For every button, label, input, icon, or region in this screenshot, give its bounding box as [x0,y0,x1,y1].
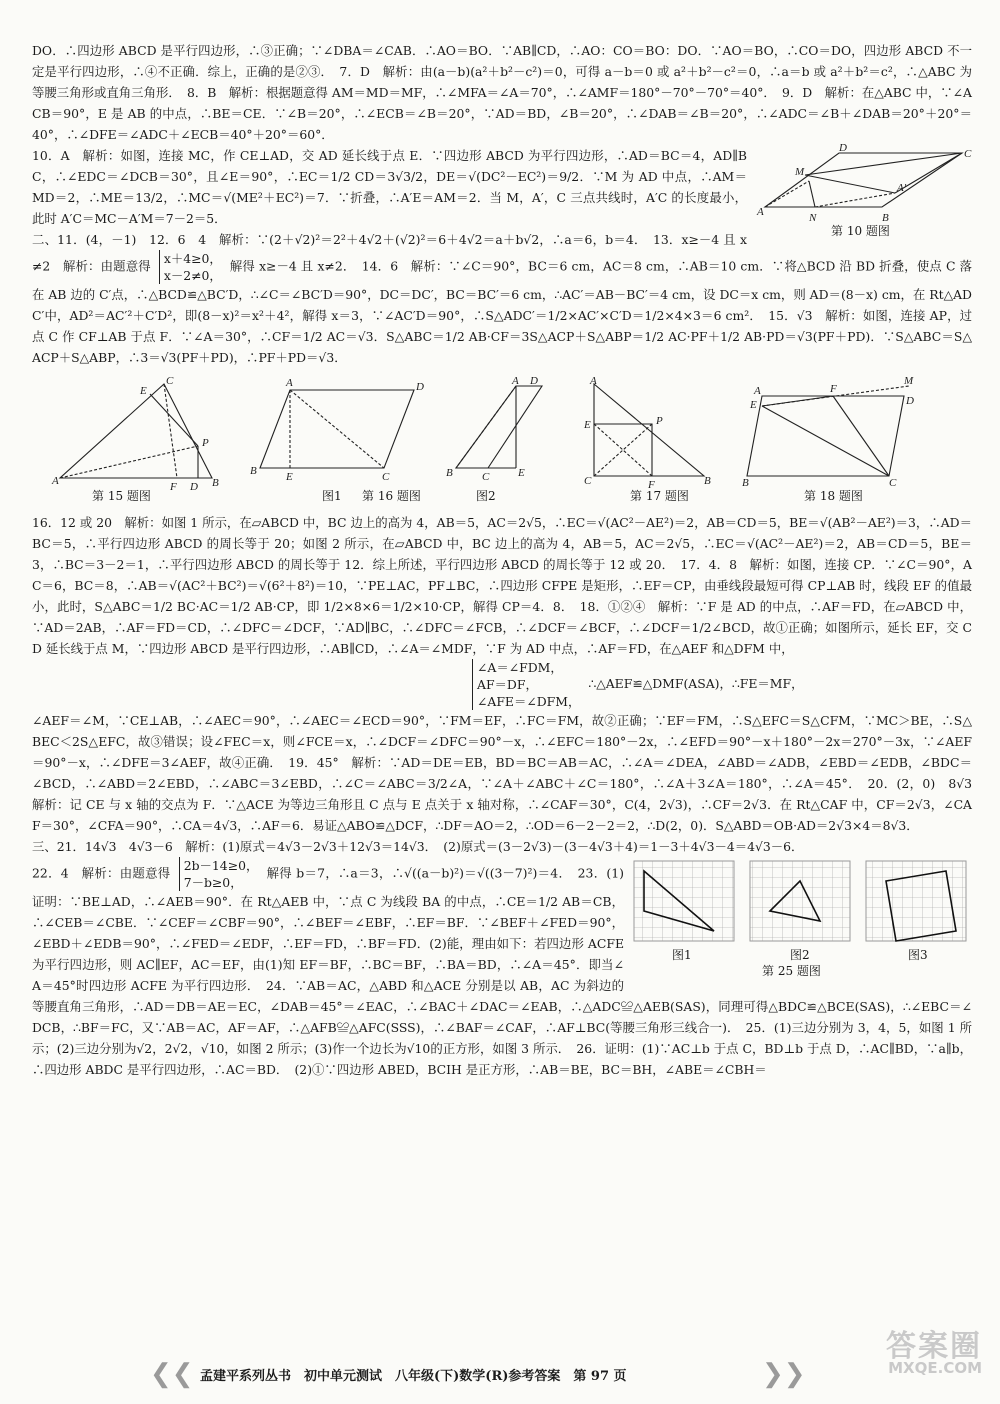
figure-q10 [757,142,972,241]
svg-text:A: A [512,375,519,387]
figure-caption: 第 10 题图 [831,224,890,238]
equation-system [472,659,580,710]
svg-text:D: D [906,395,914,407]
figure-q15 [52,375,222,503]
svg-text:N: N [809,212,817,224]
system-line: 7－b≥0， [183,875,243,890]
chevron-right-icon: ❯❯ [762,1359,806,1389]
question-22-block [32,857,972,1080]
figure-caption: 图1 [322,489,342,503]
answer-text: 解得 b＝7，∴a＝3，∴√((a－b)²)＝√((3－7)²)＝4． 23．(1)证明：∵BE⊥AD，∴∠AEB＝90°．在 Rt△AEB 中，∵点 C 为线段 BA 的中点，∴CE＝1/2 AB＝CB，∴∠CEB＝∠CBE．∵∠CEF＝∠CBF＝90°，∴∠BEF＝∠EBF，∴EF＝BF．∵∠BEF＋∠FED＝90°，∠EBD＋∠EDB＝90°，∴∠FED＝∠EDF，∴EF＝FD，∴BF＝FD．(2)能，理由如下：若四边形 ACFE 为平行四边形，则 AC∥EF，AC＝EF，由(1)知 EF＝BF，∴BC＝BF，∴BA＝BD，∴∠A＝45°．即当∠A＝45°时四边形 ACFE 为平行四边形． 24．∵AB＝AC，△ABD 和△ACE 分别是以 AB，AC 为斜边的等腰直角三角形，∴AD＝DB＝AE＝EC，∠DAB＝45°＝∠EAC，∴∠BAC＋∠DAC＝∠EAB，∴△ADC≌△AEB(SAS)，同理可得△BDC≌△BCE(SAS)，∴∠EBC＝∠DCB，∴BF＝FC，又∵AB＝AC，AF＝AF，∴△AFB≌△AFC(SSS)，∴∠BAF＝∠CAF，∴AF⊥BC(等腰三角形三线合一)． 25．(1)三边分别为 3，4，5，如图 1 所示；(2)三边分别为√2，2√2，√10，如图 2 所示；(3)作一个边长为√10的正方形，如图 3 所示． 26．证明：(1)∵AC⊥b 于点 C，BD⊥b 于点 D，∴AC∥BD，∵a∥b，∴四边形 ABDC 是平行四边形，∴AC＝BD． (2)①∵四边形 ABED，BCIH 是正方形，∴AB＝BE，BC＝BH，∠ABE＝∠CBH＝ [32,865,972,1077]
figure-caption: 图1 [672,948,692,962]
svg-text:F: F [830,383,837,395]
svg-text:B: B [250,465,257,477]
svg-text:A: A [754,385,761,397]
figure-caption: 第 17 题图 [630,489,689,503]
svg-text:C: C [166,375,174,387]
q10-diagram [757,142,972,225]
question-10-block [32,142,972,238]
svg-text:B: B [742,477,749,489]
answer-text: 二、11．(4，－1) 12．6 4 解析：∵(2＋√2)²＝2²＋4√2＋(√2)²＝6＋4√2＝a＋b√2，∴a＝6，b＝4． 13．x≥－4 且 x≠2 解析：由题意得 [32,232,747,274]
svg-text:E: E [140,385,147,397]
equation-system [179,857,259,891]
system-line: x－2≠0， [163,268,222,283]
svg-text:P: P [202,437,209,449]
svg-text:E: E [286,471,293,483]
figure-caption: 第 15 题图 [92,489,151,503]
page-footer [0,1359,1000,1392]
svg-text:A: A [757,206,764,218]
svg-text:A: A [590,375,597,387]
system-line: x＋4≥0， [163,251,222,266]
answer-text: ∴△AEF≌△DMF(ASA)，∴FE＝MF， [588,676,804,691]
svg-text:M: M [904,375,914,387]
svg-text:B: B [882,212,889,224]
figure-caption: 第 25 题图 [762,964,821,978]
answer-text: 22．4 解析：由题意得 [32,865,171,881]
figure-caption: 图2 [476,489,496,503]
svg-text:B: B [212,477,219,489]
svg-text:D: D [530,375,538,387]
system-line: ∠A＝∠FDM， [477,660,563,675]
system-line: 2b－14≥0， [183,858,259,873]
answer-text: 10．A 解析：如图，连接 MC，作 CE⊥AD，交 AD 延长线于点 E．∵四边形 ABCD 为平行四边形，∴AD＝BC＝4，AD∥BC，∴∠EDC＝∠DCB＝30°，且∠E＝90°，∴EC＝1/2 CD＝3√3/2，DE＝√(DC²－EC²)＝9/2．∵M 为 AD 中点，∴AM＝MD＝2，∴ME＝13/2，∴MC＝√(ME²＋EC²)＝7．∵折叠，∴A′E＝AM＝2．当 M，A′，C 三点共线时，A′C 的长度最小，此时 A′C＝MC－A′M＝7－2＝5． [32,148,747,226]
svg-text:C: C [482,471,490,483]
svg-text:F: F [648,479,655,491]
answer-text: DO．∴四边形 ABCD 是平行四边形，∴③正确；∵∠DBA＝∠CAB．∴AO＝BO．∵AB∥CD，∴AO：CO＝BO：DO．∵AO＝BO，∴CO＝DO，四边形 ABCD 不一定是平行四边形，∴④不正确．综上，正确的是②③． 7．D 解析：由(a－b)(a²＋b²－c²)＝0，可得 a－b＝0 或 a²＋b²－c²＝0，∴a＝b 或 a²＋b²＝c²，∴△ABC 为等腰三角形或直角三角形． 8．B 解析：根据题意得 AM＝MD＝MF，∴∠MFA＝∠A＝70°，∴∠AMF＝180°－70°－70°＝40°． 9．D 解析：在△ABC 中，∵∠ACB＝90°，E 是 AB 的中点，∴BE＝CE．∵∠B＝20°，∴∠ECB＝∠B＝20°，∵AD＝BD，∠B＝20°，∴∠DAB＝∠B＝20°，∴∠ADC＝∠B＋∠DAB＝20°＋20°＝40°，∴∠DFE＝∠ADC＋∠ECB＝40°＋20°＝60°． [32,43,972,142]
svg-text:D: D [839,142,847,154]
figure-q17 [580,375,711,503]
figure-caption: 第 16 题图 [362,489,421,503]
svg-text:C: C [584,475,592,487]
svg-text:E: E [518,467,525,479]
site-watermark [886,1329,982,1379]
svg-text:B: B [446,467,453,479]
svg-text:C: C [964,148,972,160]
watermark-logo: 答案圈 [886,1329,982,1364]
answer-text: 16．12 或 20 解析：如图 1 所示，在▱ABCD 中，BC 边上的高为 4，AB＝5，AC＝2√5，∴EC＝√(AC²－AE²)＝2，AB＝CD＝5，BE＝√(AB²－AE²)＝3，∴AD＝BC＝5，∴平行四边形 ABCD 的周长等于 20；如图 2 所示，在▱ABCD 中，BC 边上的高为 4，AB＝5，AC＝2√5，∴EC＝√(AC²－AE²)＝2，AB＝CD＝5，BE＝3，∴BC＝3－2＝1，∴平行四边形 ABCD 的周长等于 12．综上所述，平行四边形 ABCD 的周长等于 12 或 20． 17．4．8 解析：如图，连接 CP．∵∠C＝90°，AC＝6，BC＝8，∴AB＝√(AC²＋BC²)＝√(6²＋8²)＝10，∵PE⊥AC，PF⊥BC，∴四边形 CFPE 是矩形，∴EF＝CP，由垂线段最短可得 CP⊥AB 时，线段 EF 的值最小，此时，S△ABC＝1/2 BC·AC＝1/2 AB·CP，即 1/2×8×6＝1/2×10·CP，解得 CP＝4．8． 18．①②④ 解析：∵F 是 AD 的中点，∴AF＝FD，在▱ABCD 中，∵AD＝2AB，∴AF＝FD＝CD，∴∠DFC＝∠DCF，∵AD∥BC，∴∠DFC＝∠FCB，∴∠DCF＝∠BCF，∴∠DCF＝1/2∠BCD，故①正确；如图所示，延长 EF，交 CD 延长线于点 M，∵四边形 ABCD 是平行四边形，∴AB∥CD，∴∠A＝∠MDF，∵F 为 AD 中点，∴AF＝FD，在△AEF 和△DFM 中， [32,515,972,656]
answer-text: 解得 x≥－4 且 x≠2． 14．6 解析：∵∠C＝90°，BC＝6 cm，AC＝8 cm，∴AB＝10 cm．∵将△BCD 沿 BD 折叠，使点 C 落在 AB 边的 C′点，∴△BCD≌△BC′D，∴∠C＝∠BC′D＝90°，DC＝DC′，BC＝BC′＝6 cm，∴AC′＝AB－BC′＝4 cm，设 DC＝x cm，则 AD＝(8－x) cm，在 Rt△ADC′中，AD²＝AC′²＋C′D²，即(8－x)²＝x²＋4²，解得 x＝3，∵∠AC′D＝90°，∴S△ADC′＝1/2×AC′×C′D＝1/2×4×3＝6 cm²． 15．√3 解析：如图，连接 AP，过点 C 作 CF⊥AB 于点 F．∵∠A＝30°，∴CF＝1/2 AC＝√3．S△ABC＝1/2 AB·CF＝3S△ACP＋S△ABP＝1/2 AC·PF＋1/2 AB·PD＝√3(PF＋PD)．∵S△ABC＝S△ACP＋S△ABP，∴3＝√3(PF＋PD)，∴PF＋PD＝√3． [32,258,972,365]
svg-text:F: F [170,481,177,493]
svg-text:P: P [656,415,663,427]
equation-system [159,250,222,284]
figure-q16-2 [444,375,544,503]
svg-text:A: A [286,377,293,389]
svg-text:D: D [416,381,424,393]
figures-row [32,376,972,506]
answer-text: 三、21．14√3 4√3－6 解析：(1)原式＝4√3－2√3＋12√3＝14√3． (2)原式＝(3－2√3)－(3－4√3＋4)＝1－3＋4√3－4＝4√3－6． [32,839,804,854]
svg-text:A′: A′ [897,182,907,194]
svg-text:C: C [889,477,897,489]
svg-text:B: B [704,475,711,487]
congruence-line [32,659,972,710]
figure-caption: 图2 [790,948,810,962]
figure-q25 [632,857,972,977]
figure-caption: 图3 [908,948,928,962]
svg-text:C: C [382,471,390,483]
figure-q18 [742,375,914,503]
watermark-url: MXQE.COM [888,1359,982,1377]
section-two [32,229,972,368]
svg-text:M: M [795,166,805,178]
svg-text:E: E [750,399,757,411]
svg-text:E: E [584,419,591,431]
chevron-left-icon: ❮❮ [150,1359,194,1389]
answer-page [32,40,985,1080]
grid-figures [632,857,972,957]
figure-caption: 第 18 题图 [804,489,863,503]
system-line: AF＝DF， [477,677,538,692]
footer-text: 孟建平系列丛书 初中单元测试 八年级(下)数学(R)参考答案 第 97 页 [200,1369,627,1384]
svg-text:A: A [52,475,59,487]
system-line: ∠AFE＝∠DFM， [477,694,581,709]
answer-text: ∠AEF＝∠M，∵CE⊥AB，∴∠AEC＝90°，∴∠AEC＝∠ECD＝90°，∵FM＝EF，∴FC＝FM，故②正确；∵EF＝FM，∴S△EFC＝S△CFM，∵MC＞BE，∴S△BEC＜2S△EFC，故③错误；设∠FEC＝x，则∠FCE＝x，∴∠DCF＝∠DFC＝90°－x，∴∠EFC＝180°－2x，∴∠EFD＝90°－x＋180°－2x＝270°－3x，∵∠AEF＝90°－x，∴∠DFE＝3∠AEF，故④正确． 19．45° 解析：∵AD＝DE＝EB，BD＝BC＝AB＝AC，∴∠A＝∠DEA，∠ABD＝∠ADB，∠EBD＝∠EDB，∠BDC＝∠BCD，∴∠ABD＝2∠EBD，∴∠ABC＝3∠EBD，∴∠C＝∠ABC＝3/2∠A，∵∠A＋∠ABC＋∠C＝180°，∴∠A＋3∠A＝180°，∴∠A＝45°． 20．(2，0) 8√3 解析：记 CE 与 x 轴的交点为 F．∵△ACE 为等边三角形且 C 点与 E 点关于 x 轴对称，∴∠CAF＝30°，C(4，2√3)，∴CF＝2√3．在 Rt△CAF 中，CF＝2√3，∠CAF＝30°，∠CFA＝90°，∴CA＝4√3，∴AF＝6．易证△ABO≌△DCF，∴DF＝AO＝2，∴OD＝6－2－2＝2，∴D(2，0)．S△ABD＝OB·AD＝2√3×4＝8√3． [32,713,985,833]
svg-text:D: D [190,481,198,493]
